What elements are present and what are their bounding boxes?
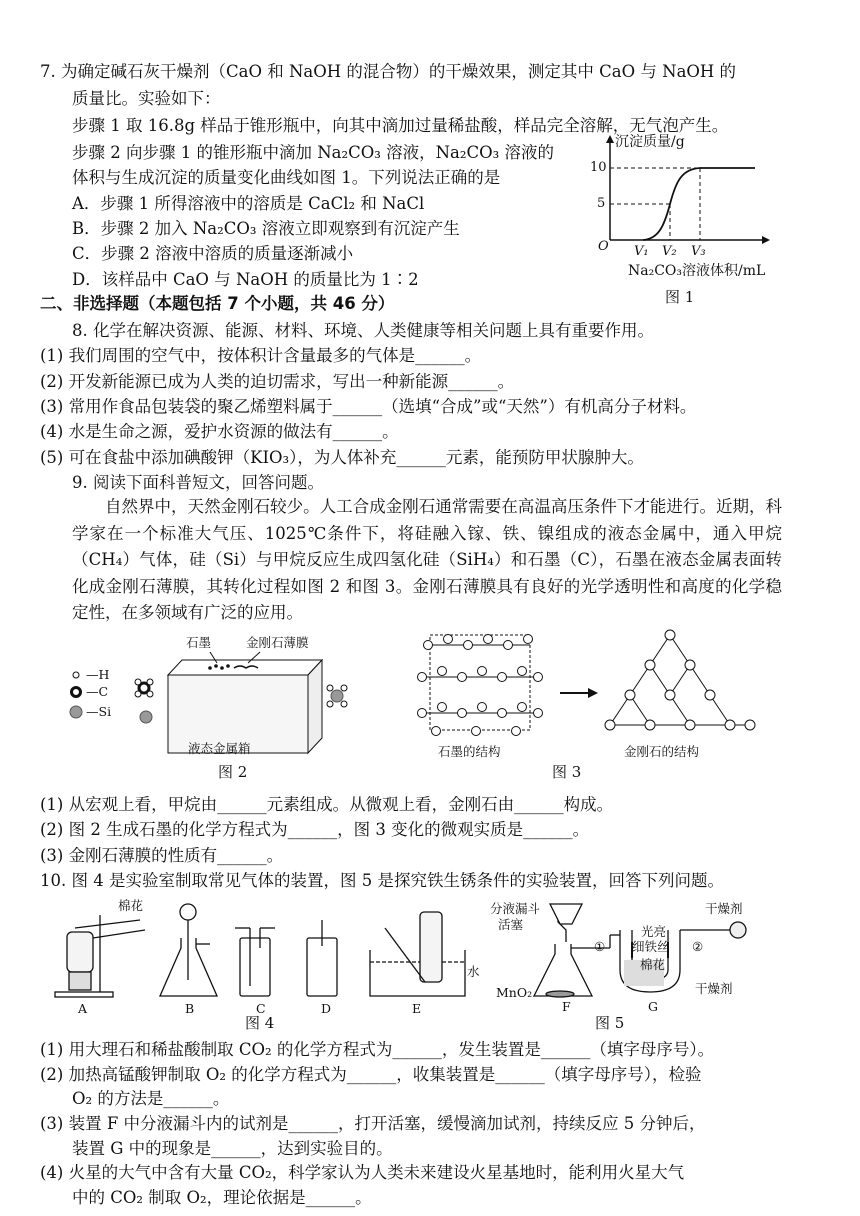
q10-sub-1: (1) 用大理石和稀盐酸制取 CO₂ 的化学方程式为______，发生装置是______（填字母序号）。	[40, 1040, 715, 1059]
legend-c-label: —C	[86, 684, 109, 699]
liquid-metal-box	[168, 660, 322, 753]
figure-4-apparatus	[45, 900, 505, 1005]
figure-3-diagram	[410, 625, 770, 750]
fig2-label-film: 金刚石薄膜	[246, 635, 309, 650]
fig2-label-box: 液态金属箱	[188, 741, 251, 756]
fig1-x-arrow	[762, 236, 770, 244]
fig5-label-g: G	[648, 999, 658, 1014]
graphite-structure	[418, 635, 543, 736]
fig5-label-wire-1: 光亮	[641, 924, 667, 939]
legend-h-label: —H	[86, 667, 110, 682]
fig1-ytick-5: 5	[597, 196, 606, 211]
q9-sub-2: (2) 图 2 生成石墨的化学方程式为______，图 3 变化的微观实质是______。	[40, 820, 590, 839]
transform-arrowhead	[588, 688, 598, 698]
fig4-letter-b: B	[185, 1001, 195, 1016]
q10-sub-3b: 装置 G 中的现象是______，达到实验目的。	[72, 1139, 393, 1158]
q10-sub-2b: O₂ 的方法是______。	[72, 1089, 230, 1108]
fig4-letter-e: E	[412, 1001, 422, 1016]
apparatus-c	[235, 928, 275, 996]
fig5-label-mno2: MnO₂	[496, 985, 533, 1000]
section-2-heading: 二、非选择题（本题包括 7 个小题，共 46 分）	[40, 294, 395, 313]
fig5-label-funnel: 分液漏斗	[490, 901, 541, 916]
q7-step-2: 步骤 2 向步骤 1 的锥形瓶中滴加 Na₂CO₃ 溶液，Na₂CO₃ 溶液的	[72, 143, 555, 162]
apparatus-e	[370, 912, 465, 996]
fig1-xtick-v2: V₂	[662, 244, 677, 259]
fig1-xtick-v3: V₃	[691, 244, 706, 259]
fig4-label-cotton: 棉花	[118, 898, 144, 913]
fig4-letter-a: A	[78, 1001, 88, 1016]
fig2-label-graphite: 石墨	[186, 635, 212, 650]
q7-option-c: C．步骤 2 溶液中溶质的质量逐渐减小	[72, 244, 354, 263]
fig1-xtick-v1: V₁	[634, 244, 649, 259]
fig4-label-water: 水	[467, 964, 480, 979]
q9-stem: 9. 阅读下面科普短文，回答问题。	[72, 473, 324, 492]
fig3-caption: 图 3	[552, 763, 582, 781]
fig5-mark-2: ②	[692, 939, 704, 954]
legend-c-atom	[72, 688, 81, 697]
fig3-label-graphite: 石墨的结构	[438, 744, 501, 759]
fig2-caption: 图 2	[218, 763, 248, 781]
q8-stem: 8. 化学在解决资源、能源、材料、环境、人类健康等相关问题上具有重要作用。	[72, 321, 654, 340]
apparatus-d	[307, 920, 337, 996]
fig1-xlabel: Na₂CO₃溶液体积/mL	[628, 263, 766, 279]
q7-line-1: 7. 为确定碱石灰干燥剂（CaO 和 NaOH 的混合物）的干燥效果，测定其中 CaO 与 NaOH 的	[40, 62, 737, 81]
fig1-ytick-10: 10	[590, 160, 607, 175]
apparatus-b	[160, 904, 217, 996]
q8-sub-2: (2) 开发新能源已成为人类的迫切需求，写出一种新能源______。	[40, 372, 515, 391]
q7-line-2: 质量比。实验如下：	[72, 89, 221, 108]
fig5-mark-1: ①	[594, 939, 606, 954]
legend-h-atom	[73, 672, 79, 678]
q10-sub-3a: (3) 装置 F 中分液漏斗内的试剂是______，打开活塞，缓慢滴加试剂，持续反应 5 分钟后，	[40, 1114, 706, 1133]
q8-sub-5: (5) 可在食盐中添加碘酸钾（KIO₃），为人体补充______元素，能预防甲状腺肿大。	[40, 448, 644, 467]
q7-option-a: A．步骤 1 所得溶液中的溶质是 CaCl₂ 和 NaCl	[72, 194, 425, 213]
q7-option-d: D．该样品中 CaO 与 NaOH 的质量比为 1∶2	[72, 270, 419, 289]
fig5-label-wire-2: 细铁丝	[632, 939, 670, 954]
methane-molecule	[135, 679, 153, 697]
q9-sub-1: (1) 从宏观上看，甲烷由______元素组成。从微观上看，金刚石由______构成。	[40, 795, 614, 814]
apparatus-a	[55, 915, 145, 997]
q10-sub-2a: (2) 加热高锰酸钾制取 O₂ 的化学方程式为______，收集装置是______（填字母序号），检验	[40, 1065, 702, 1084]
silane-molecule	[327, 685, 347, 707]
fig1-caption: 图 1	[665, 288, 695, 306]
fig4-letter-d: D	[321, 1001, 332, 1016]
fig3-label-diamond: 金刚石的结构	[624, 744, 700, 759]
fig4-letter-c: C	[256, 1001, 266, 1016]
q10-sub-4b: 中的 CO₂ 制取 O₂，理论依据是______。	[72, 1188, 372, 1207]
fig5-label-desiccant-bottom: 干燥剂	[695, 981, 733, 996]
q7-step-2-cont: 体积与生成沉淀的质量变化曲线如图 1。下列说法正确的是	[72, 168, 501, 187]
q9-passage: 自然界中，天然金刚石较少。人工合成金刚石通常需要在高温高压条件下才能进行。近期，科学家在一个标准大气压、1025℃条件下，将硅融入镓、铁、镍组成的液态金属中，通入甲烷（CH₄）气体，硅（Si）与甲烷反应生成四氢化硅（SiH₄）和石墨（C），石墨在液态金属表面转化成金刚石薄膜，其转化过程如图 2 和图 3。金刚石薄膜具有良好的光学透明性和高度的化学稳定性，在多领域有广泛的应用。	[72, 497, 782, 622]
fig4-caption: 图 4	[245, 1014, 275, 1032]
fig5-caption: 图 5	[595, 1014, 625, 1032]
fig5-label-desiccant-top: 干燥剂	[705, 901, 743, 916]
q8-sub-3: (3) 常用作食品包装袋的聚乙烯塑料属于______（选填“合成”或“天然”）有机高分子材料。	[40, 397, 697, 416]
diamond-structure	[605, 630, 755, 730]
fig1-ylabel: 沉淀质量/g	[615, 134, 685, 150]
q10-sub-4a: (4) 火星的大气中含有大量 CO₂，科学家认为人类未来建设火星基地时，能利用火星大气	[40, 1163, 685, 1182]
legend-si-label: —Si	[86, 704, 112, 719]
fig5-label-cotton: 棉花	[640, 957, 666, 972]
si-atom-left	[140, 711, 152, 723]
fig5-label-valve: 活塞	[498, 917, 524, 932]
legend-si-atom	[70, 706, 82, 718]
q8-sub-1: (1) 我们周围的空气中，按体积计含量最多的气体是______。	[40, 346, 482, 365]
q8-sub-4: (4) 水是生命之源，爱护水资源的做法有______。	[40, 422, 399, 441]
q10-stem: 10. 图 4 是实验室制取常见气体的装置，图 5 是探究铁生锈条件的实验装置，回答下列问题。	[40, 871, 724, 890]
q7-option-b: B．步骤 2 加入 Na₂CO₃ 溶液立即观察到有沉淀产生	[72, 219, 460, 238]
q9-sub-3: (3) 金刚石薄膜的性质有______。	[40, 846, 284, 865]
q7-step-1: 步骤 1 取 16.8g 样品于锥形瓶中，向其中滴加过量稀盐酸，样品完全溶解，无气泡产生。	[72, 116, 729, 135]
fig5-label-f: F	[562, 999, 571, 1014]
fig1-y-arrow	[606, 135, 614, 143]
fig1-origin: O	[598, 239, 609, 254]
